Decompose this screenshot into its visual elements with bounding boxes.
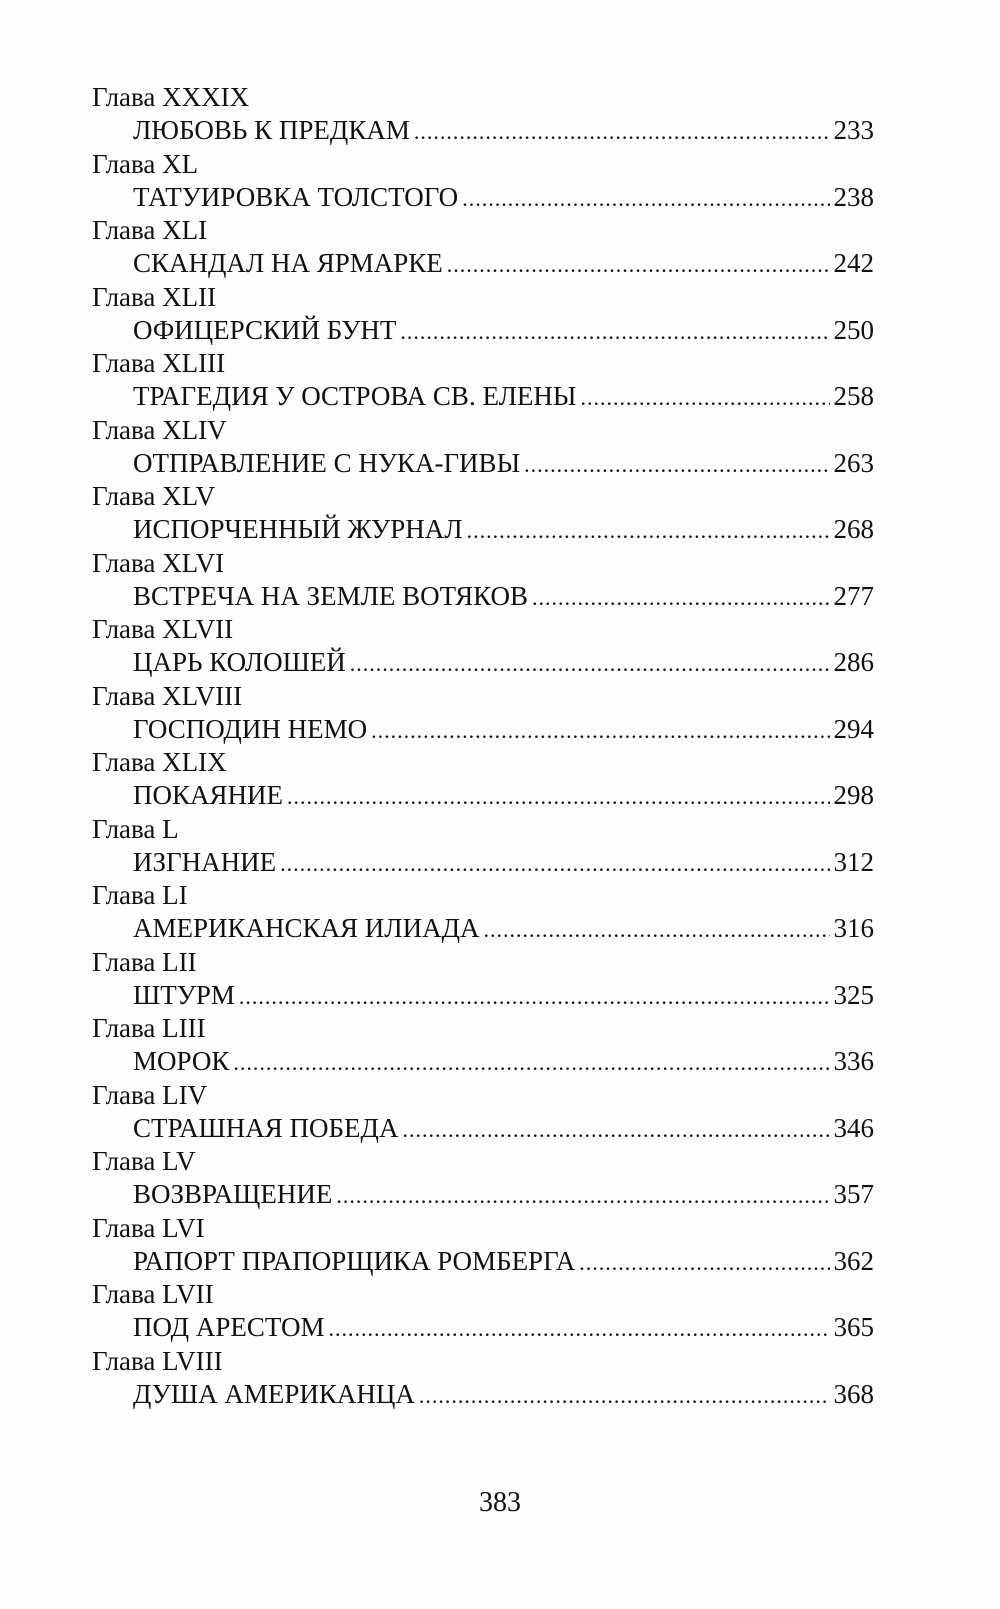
chapter-label: Глава LVI [92,1212,205,1243]
toc-row [133,1377,874,1413]
dot-leader [484,913,830,947]
chapter-title: ЛЮБОВЬ К ПРЕДКАМ [133,115,410,145]
dot-leader [336,1179,829,1213]
toc-row [133,313,874,349]
toc-row [133,180,874,216]
chapter-title: СТРАШНАЯ ПОБЕДА [133,1112,399,1143]
toc-row [133,1310,874,1346]
chapter-page-number: 362 [833,1245,874,1276]
dot-leader [419,1379,830,1413]
dot-leader [328,1312,829,1346]
dot-leader [371,714,829,748]
dot-leader [350,647,830,681]
chapter-label: Глава L [92,813,179,844]
chapter-title: ТАТУИРОВКА ТОЛСТОГО [133,181,459,212]
chapter-label: Глава XLII [92,281,217,312]
dot-leader [532,581,830,615]
toc-row [133,778,874,814]
chapter-title: ИСПОРЧЕННЫЙ ЖУРНАЛ [133,514,463,544]
toc-row [133,246,874,282]
chapter-page-number: 312 [833,846,874,877]
chapter-title: ОТПРАВЛЕНИЕ С НУКА-ГИВЫ [133,447,521,478]
chapter-title: ДУША АМЕРИКАНЦА [133,1378,415,1409]
chapter-title: ПОД АРЕСТОМ [133,1312,325,1342]
chapter-label: Глава XL [92,148,199,179]
chapter-label: Глава LI [92,880,188,910]
dot-leader [402,1113,829,1147]
dot-leader [280,847,829,881]
toc-entry [92,878,874,945]
chapter-page-number: 238 [833,181,874,212]
chapter-label: Глава LVII [92,1279,214,1309]
chapter-title: СКАНДАЛ НА ЯРМАРКЕ [133,248,443,278]
chapter-label: Глава XLVI [92,547,225,578]
chapter-label: Глава XLVII [92,614,234,644]
chapter-page-number: 316 [833,913,874,943]
chapter-label: Глава XXXIX [92,82,250,112]
chapter-page-number: 242 [833,248,874,278]
chapter-page-number: 250 [833,314,874,345]
toc-row [133,113,874,149]
chapter-title: ТРАГЕДИЯ У ОСТРОВА СВ. ЕЛЕНЫ [133,381,577,411]
chapter-label: Глава LVIII [92,1345,223,1376]
chapter-title: ВСТРЕЧА НА ЗЕМЛЕ ВОТЯКОВ [133,580,528,611]
toc-row [133,379,874,415]
chapter-page-number: 233 [833,115,874,145]
chapter-title: ОФИЦЕРСКИЙ БУНТ [133,314,397,345]
chapter-title: РАПОРТ ПРАПОРЩИКА РОМБЕРГА [133,1245,576,1276]
toc-row [133,1111,874,1147]
chapter-page-number: 268 [833,514,874,544]
chapter-label: Глава XLIII [92,348,226,378]
chapter-label: Глава XLIX [92,747,227,777]
toc-entry [92,1011,874,1078]
chapter-page-number: 357 [833,1179,874,1209]
toc-entry [92,1144,874,1211]
toc-entry [92,745,874,812]
chapter-page-number: 365 [833,1312,874,1342]
chapter-title: ШТУРМ [133,979,235,1010]
chapter-label: Глава LII [92,946,197,977]
chapter-label: Глава XLIV [92,414,227,445]
chapter-title: АМЕРИКАНСКАЯ ИЛИАДА [133,913,480,943]
toc-entry [92,546,874,613]
chapter-page-number: 325 [833,979,874,1010]
chapter-title: ПОКАЯНИЕ [133,780,284,810]
chapter-label: Глава XLV [92,481,216,511]
chapter-label: Глава XLI [92,215,208,245]
chapter-page-number: 298 [833,780,874,810]
dot-leader [462,182,829,216]
chapter-title: ИЗГНАНИЕ [133,846,277,877]
dot-leader [400,315,829,349]
dot-leader [233,1046,829,1080]
chapter-label: Глава LIV [92,1079,208,1110]
toc-entry [92,679,874,746]
page-number: 383 [479,1487,521,1518]
chapter-page-number: 286 [833,647,874,677]
toc-row [133,645,874,681]
toc-row [133,1177,874,1213]
toc-entry [92,213,874,280]
chapter-label: Глава LIII [92,1013,206,1043]
dot-leader [524,448,829,482]
chapter-page-number: 336 [833,1046,874,1076]
toc-row [133,712,874,748]
toc-entry [92,1211,874,1278]
chapter-title: ГОСПОДИН НЕМО [133,713,368,744]
toc-entry [92,80,874,147]
dot-leader [414,115,830,149]
toc-entry [92,280,874,347]
chapter-page-number: 346 [833,1112,874,1143]
toc-entry [92,346,874,413]
toc-entry [92,1344,874,1411]
toc-row [133,1244,874,1280]
toc-entry [92,413,874,480]
dot-leader [447,248,830,282]
dot-leader [239,980,830,1014]
toc-row [133,512,874,548]
chapter-page-number: 258 [833,381,874,411]
toc-entry [92,945,874,1012]
dot-leader [467,514,830,548]
dot-leader [287,780,829,814]
toc-row [133,845,874,881]
toc-entry [92,612,874,679]
chapter-title: МОРОК [133,1046,230,1076]
chapter-page-number: 294 [833,713,874,744]
toc-row [133,911,874,947]
chapter-page-number: 368 [833,1378,874,1409]
toc-row [133,978,874,1014]
chapter-page-number: 263 [833,447,874,478]
toc-row [133,579,874,615]
toc-entry [92,479,874,546]
chapter-label: Глава XLVIII [92,680,243,711]
chapter-page-number: 277 [833,580,874,611]
toc-entry [92,812,874,879]
toc-row [133,1044,874,1080]
dot-leader [580,381,829,415]
toc-entry [92,147,874,214]
toc-entry [92,1277,874,1344]
chapter-title: ВОЗВРАЩЕНИЕ [133,1179,333,1209]
chapter-label: Глава LV [92,1146,196,1176]
table-of-contents [92,80,874,1410]
toc-entry [92,1078,874,1145]
chapter-title: ЦАРЬ КОЛОШЕЙ [133,647,346,677]
dot-leader [579,1246,829,1280]
toc-row [133,446,874,482]
